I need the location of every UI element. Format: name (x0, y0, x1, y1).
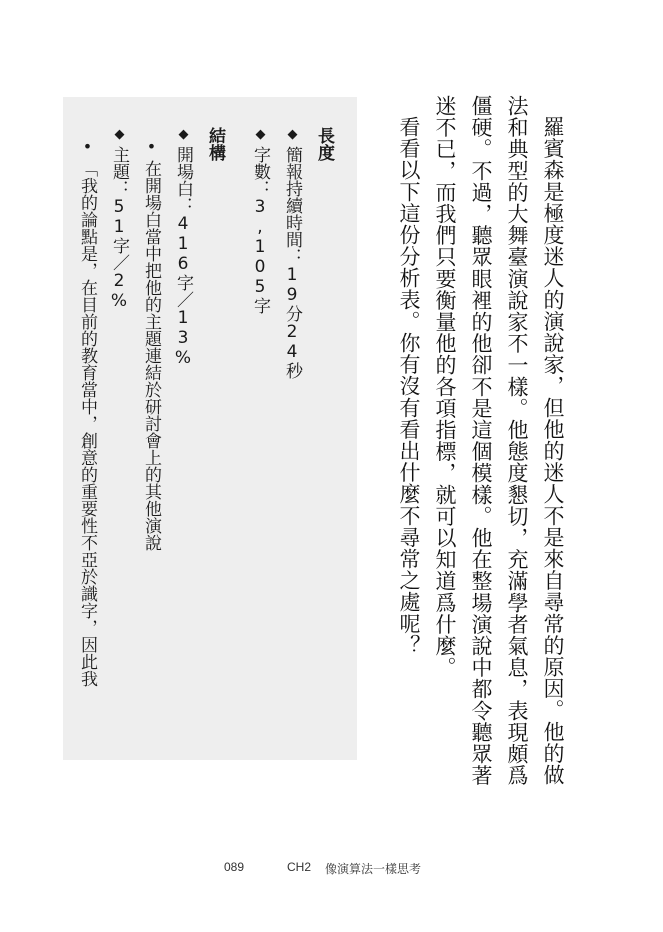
stat-theme-text: 主題：51字／2% (109, 146, 129, 311)
section-title-length: 長度 (314, 127, 334, 161)
stat-word-count-text: 字數：3,105字 (250, 146, 270, 314)
dot-bullet-icon: • (78, 137, 97, 156)
diamond-bullet-icon: ◆ (176, 127, 191, 142)
stat-duration-text: 簡報持續時間：19分24秒 (282, 146, 302, 379)
section-gap (230, 127, 244, 747)
dot-bullet-icon: • (142, 137, 161, 156)
diamond-bullet-icon: ◆ (285, 127, 300, 142)
stat-opening (167, 127, 199, 747)
diamond-bullet-icon: ◆ (112, 127, 127, 142)
body-paragraph-2: 看看以下這份分析表。你有沒有看出什麼不尋常之處呢？ (397, 116, 421, 656)
stats-panel (63, 97, 357, 760)
stat-theme (103, 127, 135, 747)
stat-opening-text: 開場白：416字／13% (173, 146, 193, 368)
chapter-label: CH2 (287, 860, 312, 874)
stat-opening-detail (135, 137, 167, 747)
stat-word-count (244, 127, 276, 747)
page-number: 089 (224, 860, 245, 874)
section-title-structure: 結構 (205, 127, 225, 161)
stats-content (69, 127, 339, 747)
stat-opening-detail-text: 在開場白當中把他的主題連結於研討會上的其他演說 (141, 160, 161, 551)
diamond-bullet-icon: ◆ (253, 127, 268, 142)
stat-theme-detail (71, 137, 103, 747)
body-paragraph-1: 羅賓森是極度迷人的演說家，但他的迷人不是來自尋常的原因。他的做法和典型的大舞臺演說家不一樣。他態度懇切，充滿學者氣息，表現頗爲僵硬。不過，聽眾眼裡的他卻不是這個模樣。他在整場演說中都令聽眾著迷不已，而我們只要衡量他的各項指標，就可以知道爲什麼。 (433, 95, 565, 787)
stat-theme-detail-text: 「我的論點是，在目前的教育當中，創意的重要性不亞於識字，因此我 (77, 160, 97, 687)
chapter-title: 像演算法一樣思考 (325, 862, 422, 876)
stat-duration (276, 127, 308, 747)
page-footer (0, 860, 663, 880)
